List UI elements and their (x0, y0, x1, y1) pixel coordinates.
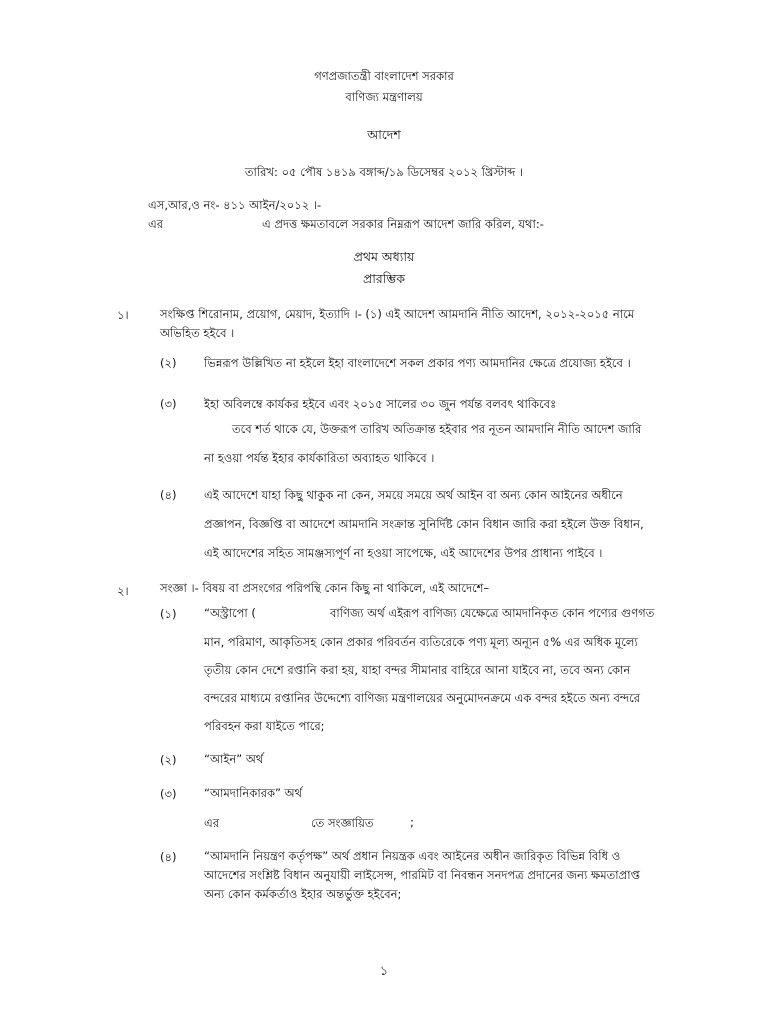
section-1-proviso-line-1: তবে শর্ত থাকে যে, উক্তরূপ তারিখ অতিক্রান্ত হইবার পর নূতন আমদানি নীতি আদেশ জারি (232, 422, 642, 436)
date-line: তারিখ: ০৫ পৌষ ১৪১৯ বঙ্গাব্দ/১৯ ডিসেম্বর ২০১২ খ্রিস্টাব্দ । (244, 165, 524, 179)
chapter-title: প্রথম অধ্যায় (353, 249, 415, 264)
definition-3-ref-left: এর (204, 816, 220, 830)
definition-4-line-2: আদেশের সংশ্লিষ্ট বিধান অনুযায়ী লাইসেন্স, পারমিট বা নিবন্ধন সনদপত্র প্রদানের জন্য ক্ষমতাপ্রাপ্ত (204, 868, 640, 882)
section-1-sub-3-number: (৩) (160, 397, 177, 411)
definition-3-number: (৩) (160, 787, 177, 801)
definition-3-ref-end: ; (410, 815, 414, 829)
definition-2-number: (২) (160, 753, 177, 767)
definition-1-line-5: পরিবহন করা যাইতে পারে; (204, 719, 325, 733)
section-1-number: ১। (117, 308, 129, 322)
chapter-subtitle: প্রারম্ভিক (362, 271, 406, 286)
section-2-number: ২। (117, 584, 129, 598)
ministry-name: বাণিজ্য মন্ত্রণালয় (345, 90, 423, 104)
sro-number: এস,আর,ও নং- ৪১১ আইন/২০১২ ।- (148, 198, 322, 212)
definition-3-ref-middle: তে সংজ্ঞায়িত (311, 816, 374, 830)
section-1-sub-2-text: ভিন্নরূপ উল্লিখিত না হইলে ইহা বাংলাদেশে সকল প্রকার পণ্য আমদানির ক্ষেত্রে প্রযোজ্য হইবে । (204, 356, 631, 370)
definition-1-line-4: বন্দরের মাধ্যমে রপ্তানির উদ্দেশ্যে বাণিজ্য মন্ত্রণালয়ের অনুমোদনক্রমে এক বন্দর হইতে অন্য বন্দরে (204, 691, 641, 705)
definition-3-text: “আমদানিকারক” অর্থ (204, 786, 303, 800)
sro-reference-right: এ প্রদত্ত ক্ষমতাবলে সরকার নিম্নরূপ আদেশ জারি করিল, যথা:- (262, 217, 544, 231)
section-1-sub-3-text: ইহা অবিলম্বে কার্যকর হইবে এবং ২০১৫ সালের ৩০ জুন পর্যন্ত বলবৎ থাকিবেঃ (204, 397, 557, 411)
section-1-sub-4-line-2: প্রজ্ঞাপন, বিজ্ঞপ্তি বা আদেশে আমদানি সংক্রান্ত সুনির্দিষ্ট কোন বিধান জারি করা হইলে উক্ত বিধান, (204, 517, 644, 531)
definition-4-line-3: অন্য কোন কর্মকর্তাও ইহার অন্তর্ভুক্ত হইবেন; (204, 887, 402, 901)
definition-1-number: (১) (160, 607, 177, 621)
definition-4-line-1: “আমদানি নিয়ন্ত্রণ কর্তৃপক্ষ” অর্থ প্রধান নিয়ন্ত্রক এবং আইনের অধীন জারিকৃত বিভিন্ন বিধি ও (204, 849, 621, 863)
definition-1-line-3: তৃতীয় কোন দেশে রপ্তানি করা হয়, যাহা বন্দর সীমানার বাহিরে আনা যাইবে না, তবে অন্য কোন (204, 663, 631, 677)
sro-reference-left: এর (148, 217, 164, 231)
page-number: ১ (379, 964, 389, 979)
definition-1-line-2: মান, পরিমাণ, আকৃতিসহ কোন প্রকার পরিবর্তন ব্যতিরেকে পণ্য মূল্য অন্যূন ৫% এর অধিক মূল্যে (204, 635, 638, 649)
order-title: আদেশ (367, 127, 401, 142)
section-1-sub-2-number: (২) (160, 356, 177, 370)
definition-1-term: “অস্ট্রাপো ( (204, 606, 256, 620)
section-2-heading: সংজ্ঞা ।- বিষয় বা প্রসংগের পরিপন্থি কোন কিছু না থাকিলে, এই আদেশে– (160, 581, 490, 595)
section-1-sub-4-number: (৪) (160, 488, 177, 502)
government-name: গণপ্রজাতন্ত্রী বাংলাদেশ সরকার (314, 69, 454, 83)
definition-4-number: (৪) (160, 850, 177, 864)
section-1-sub-4-line-1: এই আদেশে যাহা কিছু থাকুক না কেন, সময়ে সময়ে অর্থ আইন বা অন্য কোন আইনের অধীনে (204, 488, 623, 502)
section-1-proviso-line-2: না হওয়া পর্যন্ত ইহার কার্যকারিতা অব্যাহত থাকিবে । (204, 451, 435, 465)
section-1-sub-4-line-3: এই আদেশের সহিত সামঞ্জস্যপূর্ণ না হওয়া সাপেক্ষে, এই আদেশের উপর প্রাধান্য পাইবে । (204, 546, 603, 560)
definition-2-text: “আইন” অর্থ (204, 752, 264, 766)
section-1-heading: সংক্ষিপ্ত শিরোনাম, প্রয়োগ, মেয়াদ, ইত্যাদি ।- (১) এই আদেশ আমদানি নীতি আদেশ, ২০১২-২০১৫ নামে অভিহিত হইবে । (160, 307, 635, 340)
definition-1-line-1: বাণিজ্য অর্থ এইরূপ বাণিজ্য যেক্ষেত্রে আমদানিকৃত কোন পণ্যের গুণগত (330, 606, 655, 620)
